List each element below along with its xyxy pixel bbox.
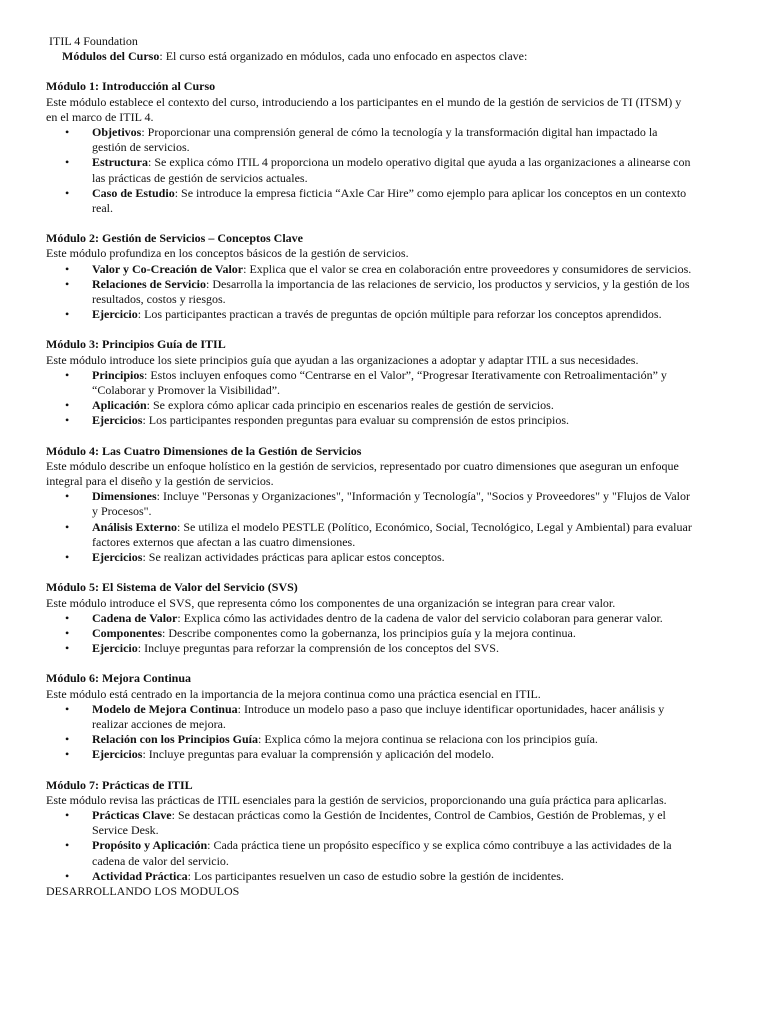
module-description: Este módulo revisa las prácticas de ITIL esenciales para la gestión de servicios, proporcionando una guía práctica para aplicarlas. (46, 792, 667, 807)
item-text: : Se utiliza el modelo PESTLE (Político, Económico, Social, Tecnológico, Legal y Ambiental) para evaluar factores externos que afectan a las cuatro dimensiones. (92, 519, 692, 549)
item-text: : Explica que el valor se crea en colaboración entre proveedores y consumidores de servicios. (243, 261, 692, 276)
bullet-icon: • (65, 641, 70, 656)
bullet-icon: • (65, 838, 70, 853)
list-item (46, 520, 692, 550)
module-description: Este módulo introduce los siete principios guía que ayudan a las organizaciones a adoptar y adaptar ITIL a sus necesidades. (46, 352, 639, 367)
bullet-icon: • (65, 519, 70, 534)
list-item (46, 747, 692, 762)
bullet-icon: • (65, 185, 70, 200)
course-modules-text: : El curso está organizado en módulos, cada uno enfocado en aspectos clave: (159, 49, 528, 64)
module-heading: Módulo 6: Mejora Continua (46, 671, 191, 686)
bullet-icon: • (65, 367, 70, 382)
item-term: Cadena de Valor (92, 610, 178, 625)
item-term: Prácticas Clave (92, 807, 172, 822)
item-term: Componentes (92, 625, 163, 640)
course-modules-label: Módulos del Curso (62, 49, 160, 64)
bullet-icon: • (65, 276, 70, 291)
module-heading: Módulo 7: Prácticas de ITIL (46, 777, 193, 792)
item-term: Ejercicios (92, 550, 143, 565)
bullet-icon: • (65, 701, 70, 716)
module-6 (46, 671, 692, 762)
module-3 (46, 337, 692, 428)
bullet-icon: • (65, 398, 70, 413)
module-heading: Módulo 2: Gestión de Servicios – Conceptos Clave (46, 231, 303, 246)
item-term: Objetivos (92, 125, 142, 140)
bullet-icon: • (65, 261, 70, 276)
list-item (46, 413, 692, 428)
list-item (46, 125, 692, 155)
module-bullet-list (46, 125, 692, 216)
item-term: Aplicación (92, 398, 147, 413)
item-text: : Los participantes resuelven un caso de estudio sobre la gestión de incidentes. (187, 868, 564, 883)
item-text: : Se destacan prácticas como la Gestión de Incidentes, Control de Cambios, Gestión de Problemas, y el Service Desk. (92, 807, 666, 838)
item-text: : Los participantes practican a través de preguntas de opción múltiple para reforzar los conceptos aprendidos. (137, 307, 662, 322)
bullet-icon: • (65, 625, 70, 640)
list-item (46, 307, 692, 322)
item-term: Ejercicio (92, 307, 138, 322)
item-text: : Cada práctica tiene un propósito específico y se explica cómo contribuye a las actividades de la cadena de valor del servicio. (92, 838, 672, 868)
module-heading: Módulo 1: Introducción al Curso (46, 79, 216, 94)
list-item (46, 838, 692, 868)
item-text: : Explica cómo la mejora continua se relaciona con los principios guía. (258, 732, 598, 747)
module-description: Este módulo establece el contexto del curso, introduciendo a los participantes en el mundo de la gestión de servicios de TI (ITSM) y en el marco de ITIL 4. (46, 94, 682, 124)
module-heading: Módulo 3: Principios Guía de ITIL (46, 337, 226, 352)
item-term: Valor y Co-Creación de Valor (92, 261, 244, 276)
list-item (46, 368, 692, 398)
course-modules-intro (46, 49, 692, 64)
module-bullet-list (46, 262, 692, 323)
bullet-icon: • (65, 732, 70, 747)
item-text: : Se realizan actividades prácticas para aplicar estos conceptos. (142, 550, 445, 565)
list-item (46, 869, 692, 884)
item-text: : Se explica cómo ITIL 4 proporciona un modelo operativo digital que ayuda a las organizaciones a alinearse con las prácticas de gestión de servicios actuales. (92, 155, 691, 185)
document-title: ITIL 4 Foundation (49, 34, 138, 48)
module-description: Este módulo está centrado en la importancia de la mejora continua como una práctica esencial en ITIL. (46, 686, 541, 701)
item-term: Dimensiones (92, 489, 157, 504)
item-term: Caso de Estudio (92, 185, 175, 200)
list-item (46, 489, 692, 519)
item-text: : Describe componentes como la gobernanza, los principios guía y la mejora continua. (162, 625, 576, 640)
module-7 (46, 778, 692, 884)
module-bullet-list (46, 368, 692, 429)
item-term: Modelo de Mejora Continua (92, 701, 238, 716)
bullet-icon: • (65, 413, 70, 428)
list-item (46, 398, 692, 413)
item-term: Ejercicios (92, 747, 143, 762)
item-text: : Estos incluyen enfoques como “Centrarse en el Valor”, “Progresar Iterativamente con Retroalimentación” y “Colaborar y Promover la Visibilidad”. (92, 367, 667, 398)
list-item (46, 186, 692, 216)
list-item (46, 262, 692, 277)
module-5 (46, 580, 692, 656)
bullet-icon: • (65, 489, 70, 504)
item-term: Principios (92, 367, 145, 382)
item-term: Ejercicios (92, 413, 143, 428)
closing-line: DESARROLLANDO LOS MODULOS (46, 883, 240, 898)
item-text: : Explica cómo las actividades dentro de la cadena de valor del servicio colaboran para generar valor. (177, 610, 663, 625)
item-term: Ejercicio (92, 641, 138, 656)
module-1 (46, 79, 692, 216)
list-item (46, 155, 692, 185)
list-item (46, 808, 692, 838)
item-text: : Se explora cómo aplicar cada principio en escenarios reales de gestión de servicios. (146, 398, 554, 413)
bullet-icon: • (65, 610, 70, 625)
module-bullet-list (46, 808, 692, 884)
list-item (46, 626, 692, 641)
module-description: Este módulo introduce el SVS, que representa cómo los componentes de una organización se integran para crear valor. (46, 595, 616, 610)
bullet-icon: • (65, 307, 70, 322)
module-description: Este módulo describe un enfoque holístico en la gestión de servicios, representado por cuatro dimensiones que aseguran un enfoque integral para el diseño y la gestión de servicios. (46, 458, 679, 489)
bullet-icon: • (65, 807, 70, 822)
item-text: : Incluye preguntas para evaluar la comprensión y aplicación del modelo. (142, 747, 494, 762)
module-4 (46, 444, 692, 566)
item-term: Relación con los Principios Guía (92, 732, 259, 747)
item-term: Relaciones de Servicio (92, 276, 206, 291)
module-bullet-list (46, 489, 692, 565)
item-term: Propósito y Aplicación (92, 838, 208, 853)
bullet-icon: • (65, 550, 70, 565)
item-term: Estructura (92, 155, 148, 170)
item-text: : Introduce un modelo paso a paso que incluye identificar oportunidades, hacer análisis y realizar acciones de mejora. (92, 701, 665, 731)
document-page (46, 34, 692, 899)
module-heading: Módulo 5: El Sistema de Valor del Servicio (SVS) (46, 580, 298, 595)
list-item (46, 611, 692, 626)
bullet-icon: • (65, 155, 70, 170)
bullet-icon: • (65, 747, 70, 762)
bullet-icon: • (65, 868, 70, 883)
list-item (46, 732, 692, 747)
item-text: : Se introduce la empresa ficticia “Axle Car Hire” como ejemplo para aplicar los conceptos en un contexto real. (92, 185, 687, 216)
module-heading: Módulo 4: Las Cuatro Dimensiones de la Gestión de Servicios (46, 443, 362, 458)
module-description: Este módulo profundiza en los conceptos básicos de la gestión de servicios. (46, 246, 409, 261)
module-bullet-list (46, 611, 692, 657)
module-bullet-list (46, 702, 692, 763)
item-text: : Incluye preguntas para reforzar la comprensión de los conceptos del SVS. (137, 641, 499, 656)
module-2 (46, 231, 692, 322)
list-item (46, 550, 692, 565)
item-text: : Incluye "Personas y Organizaciones", "Información y Tecnología", "Socios y Proveedores" y "Flujos de Valor y Procesos". (92, 489, 691, 519)
item-term: Actividad Práctica (92, 868, 188, 883)
bullet-icon: • (65, 125, 70, 140)
item-text: : Desarrolla la importancia de las relaciones de servicio, los productos y servicios, y la gestión de los resultados, costos y riesgos. (92, 276, 690, 307)
list-item (46, 702, 692, 732)
list-item (46, 641, 692, 656)
item-text: : Los participantes responden preguntas para evaluar su comprensión de estos principios. (142, 413, 569, 428)
list-item (46, 277, 692, 307)
item-term: Análisis Externo (92, 519, 178, 534)
item-text: : Proporcionar una comprensión general de cómo la tecnología y la transformación digital han impactado la gestión de servicios. (92, 125, 658, 155)
